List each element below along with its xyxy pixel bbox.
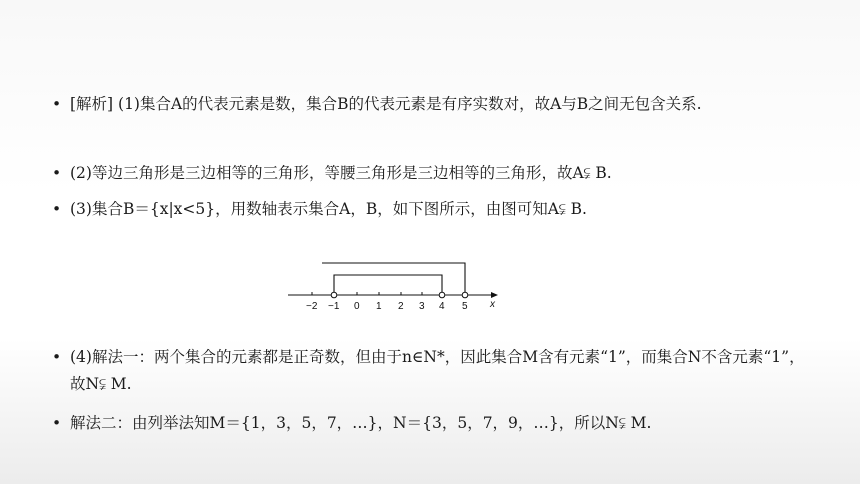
tick-label: 4 [439,301,445,312]
open-point-4 [439,292,445,298]
open-point-5 [462,292,468,298]
paragraph-text: (3)集合B＝{x|x<5}，用数轴表示集合A，B，如下图所示，由图可知A⫋ B. [70,200,587,218]
paragraph-text: 解法二：由列举法知M＝{1，3，5，7，…}，N＝{3，5，7，9，…}，所以N⫋ M. [70,414,652,432]
tick-label: −2 [306,301,318,312]
bullet-dot: • [52,200,62,218]
bullet-dot: • [52,95,62,113]
tick-label: 3 [419,301,425,312]
number-line-svg [282,255,506,315]
paragraph-2 [52,160,812,187]
set-a-bracket [334,275,442,295]
paragraph-3 [52,196,812,223]
tick-label: −1 [328,301,340,312]
tick-label: 5 [462,301,468,312]
bullet-dot: • [52,414,62,432]
paragraph-text: [解析] (1)集合A的代表元素是数，集合B的代表元素是有序实数对，故A与B之间无包含关系. [70,95,702,113]
number-line-figure [282,255,506,315]
paragraph-4 [52,344,812,398]
set-b-bracket [322,263,465,295]
paragraph-5 [52,410,812,437]
bullet-dot: • [52,348,62,366]
paragraph-text: (4)解法一：两个集合的元素都是正奇数，但由于n∈N*，因此集合M含有元素“1”，而集合N不含元素“1”，故N⫋ M. [70,348,805,393]
tick-label: 1 [376,301,382,312]
axis-arrow-icon [491,292,498,298]
paragraph-1 [52,91,812,118]
tick-label: 0 [354,301,360,312]
open-point-minus1 [331,292,337,298]
bullet-dot: • [52,164,62,182]
tick-label: 2 [398,301,404,312]
axis-label: x [490,299,495,310]
paragraph-text: (2)等边三角形是三边相等的三角形，等腰三角形是三边相等的三角形，故A⫋ B. [70,164,612,182]
